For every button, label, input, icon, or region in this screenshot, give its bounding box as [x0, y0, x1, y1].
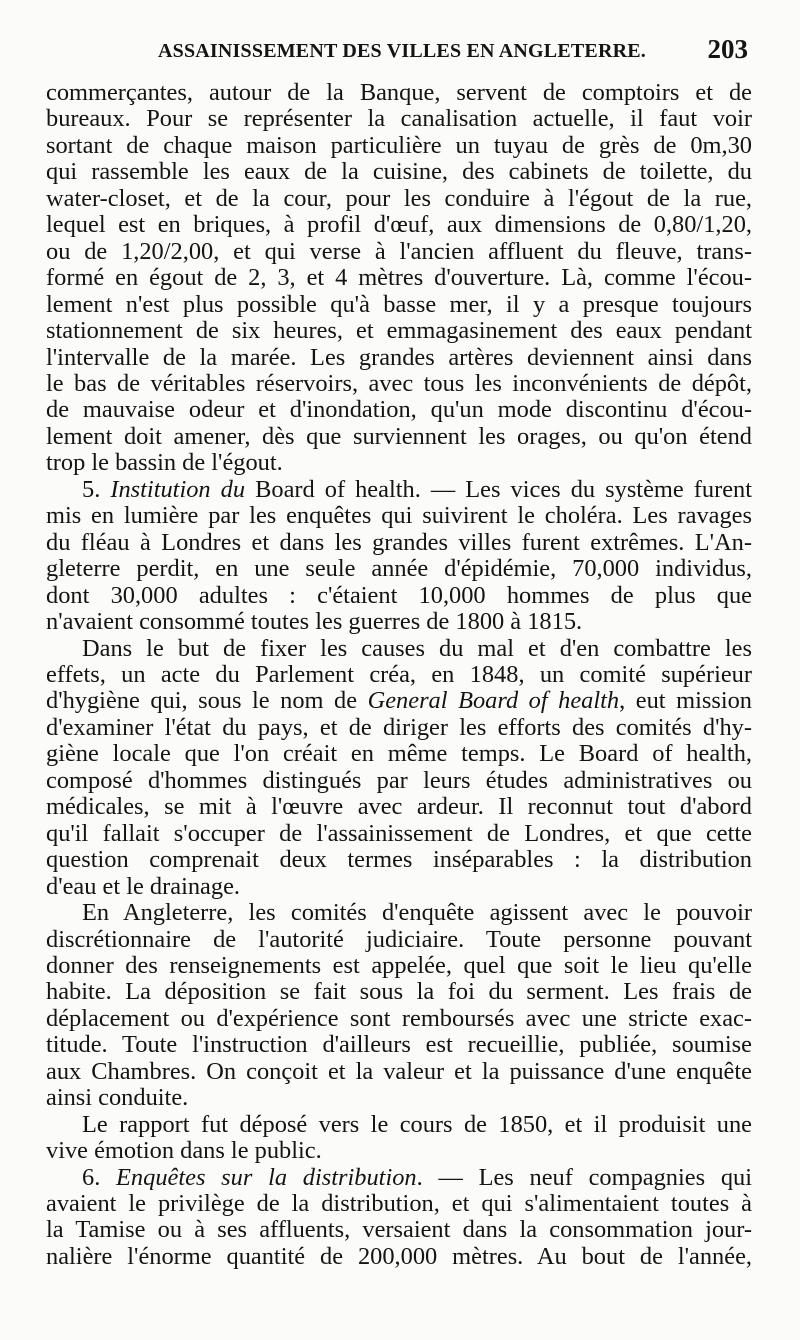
- text-line: [46, 318, 752, 344]
- text-line: [46, 874, 752, 900]
- text-segment: , eut mission: [619, 687, 752, 715]
- text-line: [46, 397, 752, 423]
- text-line: [46, 1059, 752, 1085]
- text-segment: bureaux. Pour se représenter la canalisation actuelle, il faut voir: [46, 105, 752, 133]
- text-segment: qu'il fallait s'occuper de l'assainissement de Londres, et que cette: [46, 819, 752, 847]
- text-line: [46, 159, 752, 185]
- text-line: [46, 345, 752, 371]
- text-segment: 5.: [82, 475, 111, 503]
- text-line: [46, 1191, 752, 1217]
- text-segment: avaient le privilège de la distribution, et qui s'alimentaient toutes à: [46, 1190, 752, 1218]
- text-segment: discrétionnaire de l'autorité judiciaire. Toute personne pouvant: [46, 925, 752, 953]
- text-line: [46, 186, 752, 212]
- text-line: [46, 741, 752, 767]
- text-line: [46, 662, 752, 688]
- text-segment: vive émotion dans le public.: [46, 1137, 322, 1165]
- italic-segment: General Board of health: [367, 687, 620, 715]
- text-line: [46, 583, 752, 609]
- text-line: [46, 106, 752, 132]
- text-segment: 6.: [82, 1163, 117, 1191]
- text-segment: trop le bassin de l'égout.: [46, 449, 283, 477]
- text-line: [46, 688, 752, 714]
- text-line: [46, 768, 752, 794]
- text-segment: lequel est en briques, à profil d'œuf, aux dimensions de 0,80/1,20,: [46, 211, 752, 239]
- text-segment: donner des renseignements est appelée, quel que soit le lieu qu'elle: [46, 951, 752, 979]
- text-line: [46, 1165, 752, 1191]
- text-line: [46, 609, 752, 635]
- text-line: [46, 821, 752, 847]
- text-segment: giène locale que l'on créait en même temps. Le Board of health,: [46, 740, 752, 768]
- text-segment: qui rassemble les eaux de la cuisine, des cabinets de toilette, du: [46, 158, 752, 186]
- text-line: [46, 530, 752, 556]
- text-line: [46, 239, 752, 265]
- text-segment: En Angleterre, les comités d'enquête agissent avec le pouvoir: [82, 899, 752, 927]
- italic-segment: Enquêtes sur la distribution: [116, 1163, 417, 1191]
- text-segment: Dans le but de fixer les causes du mal et d'en combattre les: [82, 634, 752, 662]
- text-line: [46, 80, 752, 106]
- text-segment: lement doit amener, dès que surviennent les orages, ou qu'on étend: [46, 422, 752, 450]
- text-line: [46, 794, 752, 820]
- text-segment: water-closet, et de la cour, pour les conduire à l'égout de la rue,: [46, 184, 752, 212]
- text-segment: commerçantes, autour de la Banque, servent de comptoirs et de: [46, 79, 752, 106]
- text-segment: stationnement de six heures, et emmagasinement des eaux pendant: [46, 317, 752, 345]
- text-line: [46, 847, 752, 873]
- text-line: [46, 1006, 752, 1032]
- text-segment: titude. Toute l'instruction d'ailleurs est recueillie, publiée, soumise: [46, 1031, 752, 1059]
- text-line: [46, 1112, 752, 1138]
- text-line: [46, 477, 752, 503]
- text-line: [46, 953, 752, 979]
- text-segment: déplacement ou d'expérience sont remboursés avec une stricte exac-: [46, 1004, 752, 1032]
- text-segment: Le rapport fut déposé vers le cours de 1850, et il produisit une: [82, 1110, 752, 1138]
- text-line: [46, 715, 752, 741]
- text-segment: sortant de chaque maison particulière un tuyau de grès de 0m,30: [46, 131, 752, 159]
- text-segment: composé d'hommes distingués par leurs études administratives ou: [46, 766, 752, 794]
- text-line: [46, 371, 752, 397]
- text-segment: d'eau et le drainage.: [46, 872, 240, 900]
- text-line: [46, 212, 752, 238]
- text-line: [46, 1244, 752, 1270]
- text-segment: d'hygiène qui, sous le nom de: [46, 687, 368, 715]
- text-segment: habite. La déposition se fait sous la foi du serment. Les frais de: [46, 978, 752, 1006]
- text-segment: Board of health. — Les vices du système furent: [245, 475, 752, 503]
- text-segment: dont 30,000 adultes : c'étaient 10,000 hommes de plus que: [46, 581, 752, 609]
- text-segment: d'examiner l'état du pays, et de diriger les efforts des comités d'hy-: [46, 713, 752, 741]
- text-line: [46, 636, 752, 662]
- text-segment: aux Chambres. On conçoit et la valeur et la puissance d'une enquête: [46, 1057, 752, 1085]
- text-line: [46, 556, 752, 582]
- text-line: [46, 979, 752, 1005]
- text-segment: ainsi conduite.: [46, 1084, 189, 1112]
- text-line: [46, 292, 752, 318]
- text-segment: n'avaient consommé toutes les guerres de 1800 à 1815.: [46, 608, 583, 636]
- text-line: [46, 1085, 752, 1111]
- body-text: [46, 80, 752, 1270]
- text-line: [46, 1217, 752, 1243]
- text-line: [46, 927, 752, 953]
- text-line: [46, 424, 752, 450]
- italic-segment: Institution du: [110, 475, 246, 503]
- text-segment: ou de 1,20/2,00, et qui verse à l'ancien affluent du fleuve, trans-: [46, 237, 752, 265]
- text-segment: nalière l'énorme quantité de 200,000 mètres. Au bout de l'année,: [46, 1242, 752, 1270]
- text-segment: la Tamise ou à ses affluents, versaient dans la consommation jour-: [46, 1216, 752, 1244]
- text-line: [46, 1032, 752, 1058]
- text-segment: lement n'est plus possible qu'à basse mer, il y a presque toujours: [46, 290, 752, 318]
- text-segment: le bas de véritables réservoirs, avec tous les inconvénients de dépôt,: [46, 369, 752, 397]
- text-segment: . — Les neuf compagnies qui: [416, 1163, 752, 1191]
- text-segment: formé en égout de 2, 3, et 4 mètres d'ouverture. Là, comme l'écou-: [46, 264, 752, 292]
- text-segment: gleterre perdit, en une seule année d'épidémie, 70,000 individus,: [46, 555, 752, 583]
- text-line: [46, 1138, 752, 1164]
- text-segment: question comprenait deux termes inséparables : la distribution: [46, 846, 752, 874]
- text-line: [46, 503, 752, 529]
- text-segment: mis en lumière par les enquêtes qui suivirent le choléra. Les ravages: [46, 502, 752, 530]
- text-line: [46, 900, 752, 926]
- text-segment: l'intervalle de la marée. Les grandes artères deviennent ainsi dans: [46, 343, 752, 371]
- text-segment: médicales, se mit à l'œuvre avec ardeur. Il reconnut tout d'abord: [46, 793, 752, 821]
- running-title: ASSAINISSEMENT DES VILLES EN ANGLETERRE.: [158, 40, 646, 62]
- text-segment: du fléau à Londres et dans les grandes villes furent extrêmes. L'An-: [46, 528, 752, 556]
- page-header: [48, 32, 748, 66]
- page-number: 203: [707, 34, 748, 64]
- text-line: [46, 450, 752, 476]
- text-segment: de mauvaise odeur et d'inondation, qu'un mode discontinu d'écou-: [46, 396, 752, 424]
- text-line: [46, 265, 752, 291]
- text-line: [46, 133, 752, 159]
- text-segment: effets, un acte du Parlement créa, en 1848, un comité supérieur: [46, 660, 752, 688]
